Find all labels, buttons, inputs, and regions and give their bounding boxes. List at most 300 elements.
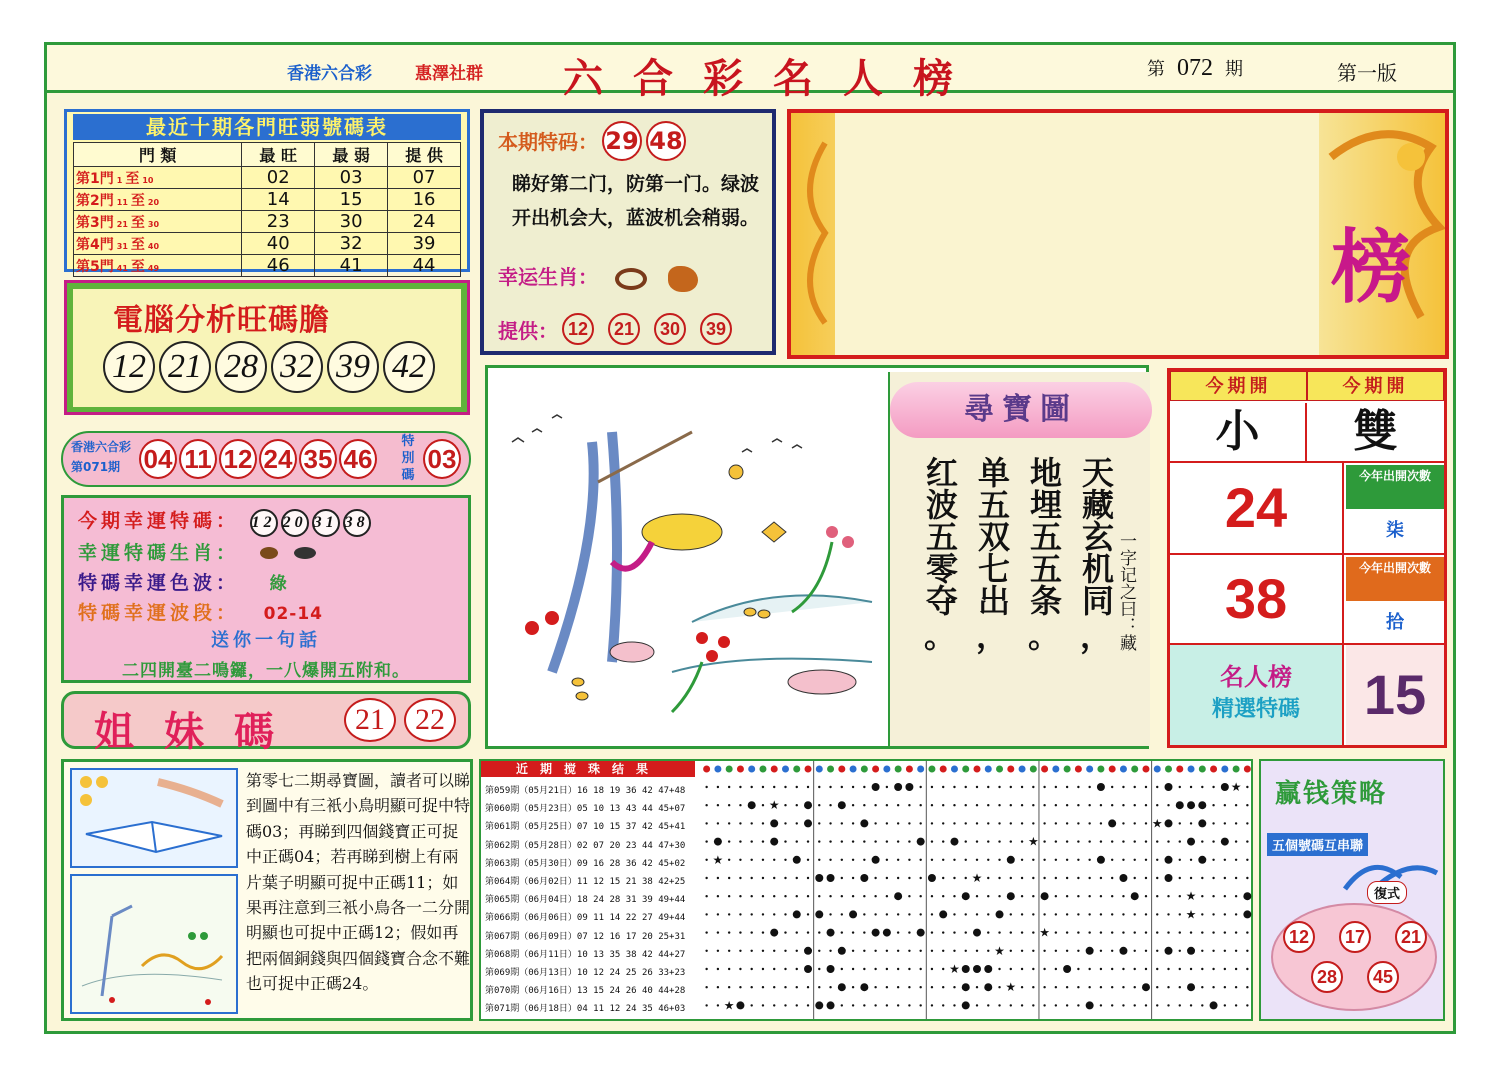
grid-dot: [863, 786, 865, 788]
grid-dot: [998, 895, 1000, 897]
drawn-number-dot: [939, 910, 947, 918]
number-color-dot: [906, 766, 913, 773]
grid-dot: [773, 950, 775, 952]
grid-dot: [1100, 822, 1102, 824]
grid-dot: [897, 859, 899, 861]
grid-dot: [1190, 931, 1192, 933]
page-frame: [44, 42, 1456, 1034]
grid-dot: [908, 895, 910, 897]
grid-dot: [717, 804, 719, 806]
drawn-number-dot: [894, 892, 902, 900]
draw-number: 24: [1170, 463, 1344, 553]
lucky-color-label: 特碼幸運色波：: [78, 572, 240, 594]
grid-dot: [841, 895, 843, 897]
grid-dot: [1145, 804, 1147, 806]
grid-dot: [908, 913, 910, 915]
results-panel: [1167, 368, 1447, 748]
grid-dot: [1066, 895, 1068, 897]
grid-dot: [1088, 786, 1090, 788]
number-color-dot: [872, 766, 879, 773]
drawn-number-dot: [1165, 856, 1173, 864]
min-cell: 41: [315, 255, 388, 277]
grid-dot: [987, 840, 989, 842]
gate-table-panel: [64, 109, 470, 276]
grid-dot: [931, 1004, 933, 1006]
grid-dot: [1145, 913, 1147, 915]
grid-dot: [1066, 786, 1068, 788]
grid-dot: [987, 1004, 989, 1006]
number-color-dot: [1120, 766, 1127, 773]
grid-dot: [1134, 822, 1136, 824]
grid-dot: [897, 931, 899, 933]
grid-dot: [874, 877, 876, 879]
number-color-dot: [1233, 766, 1240, 773]
grid-dot: [942, 895, 944, 897]
grid-dot: [773, 859, 775, 861]
grid-dot: [1179, 931, 1181, 933]
grid-dot: [1201, 1004, 1203, 1006]
drawn-number-dot: [804, 819, 812, 827]
offer-ball: 12: [562, 313, 594, 345]
grid-dot: [1235, 804, 1237, 806]
story-text: 第零七二期尋寶圖，讀者可以睇到圖中有三衹小鳥明顯可捉中特碼03；再睇到四個錢寶正可捉中正碼04；若再睇到樹上有兩片葉子明顯可捉中正碼11；如果再注意到三衹小鳥各一二分開明顯也可捉中正碼12；假如再把兩個銅錢與四個錢寶合念不難也可捉中正碼24。: [246, 771, 471, 994]
max-cell: 40: [242, 233, 315, 255]
grid-dot: [1179, 840, 1181, 842]
grid-dot: [1077, 968, 1079, 970]
grid-dot: [919, 804, 921, 806]
poem-line: 天藏玄机同: [1077, 456, 1115, 616]
grid-dot: [1111, 968, 1113, 970]
grid-dot: [1088, 913, 1090, 915]
grid-dot: [762, 804, 764, 806]
grid-dot: [965, 931, 967, 933]
grid-dot: [1167, 895, 1169, 897]
drawn-number-dot: [1041, 892, 1049, 900]
story-panel: [61, 759, 473, 1021]
grid-dot: [705, 859, 707, 861]
drawn-number-dot: [1187, 947, 1195, 955]
drawn-number-dot: [1119, 947, 1127, 955]
number-color-dot: [1052, 766, 1059, 773]
grid-dot: [919, 895, 921, 897]
grid-dot: [762, 986, 764, 988]
grid-dot: [796, 786, 798, 788]
grid-dot: [1156, 986, 1158, 988]
grid-dot: [1066, 913, 1068, 915]
grid-dot: [1088, 804, 1090, 806]
grid-dot: [784, 895, 786, 897]
grid-dot: [1134, 1004, 1136, 1006]
grid-dot: [739, 986, 741, 988]
grid-dot: [852, 950, 854, 952]
history-row: 第065期（06月04日）18 24 28 31 39 49+44: [485, 895, 686, 906]
offer-ball: 21: [608, 313, 640, 345]
grid-dot: [1190, 1004, 1192, 1006]
grid-dot: [773, 786, 775, 788]
grid-dot: [1122, 931, 1124, 933]
grid-dot: [739, 950, 741, 952]
grid-dot: [818, 895, 820, 897]
poem-column: [1024, 456, 1064, 656]
special-star-mark: ★: [1005, 980, 1017, 995]
grid-dot: [1190, 786, 1192, 788]
grid-dot: [807, 786, 809, 788]
grid-dot: [1235, 859, 1237, 861]
number-color-dot: [827, 766, 834, 773]
grid-dot: [784, 950, 786, 952]
grid-dot: [1167, 913, 1169, 915]
poem-punct: ，: [975, 617, 1008, 655]
grid-dot: [863, 1004, 865, 1006]
grid-dot: [874, 968, 876, 970]
compound-tag: 復式: [1367, 881, 1407, 904]
drawn-number-dot: [872, 783, 880, 791]
grid-dot: [931, 913, 933, 915]
grid-dot: [1055, 822, 1057, 824]
grid-dot: [728, 950, 730, 952]
grid-dot: [705, 786, 707, 788]
result-header: 今期開: [1170, 371, 1307, 401]
grid-dot: [784, 968, 786, 970]
grid-dot: [1111, 931, 1113, 933]
grid-dot: [1043, 986, 1045, 988]
grid-dot: [919, 786, 921, 788]
offer-cell: 39: [388, 233, 461, 255]
gate-cell: [74, 233, 242, 255]
grid-dot: [998, 840, 1000, 842]
lucky-zodiac-row: [498, 261, 698, 292]
grid-dot: [1055, 1004, 1057, 1006]
grid-dot: [1156, 1004, 1158, 1006]
gate-label: 第3門: [76, 214, 114, 231]
gate-to-label: 至: [130, 192, 145, 209]
grid-dot: [998, 968, 1000, 970]
grid-dot: [987, 822, 989, 824]
grid-dot: [908, 931, 910, 933]
grid-dot: [818, 822, 820, 824]
famous-special-number: 15: [1346, 645, 1444, 745]
special-result-ball: 03: [423, 439, 461, 479]
grid-dot: [1134, 950, 1136, 952]
table-row: [74, 211, 461, 233]
grid-dot: [1224, 895, 1226, 897]
gate-cell: [74, 255, 242, 277]
grid-dot: [829, 840, 831, 842]
grid-dot: [1066, 822, 1068, 824]
drawn-number-dot: [860, 983, 868, 991]
number-color-dot: [861, 766, 868, 773]
grid-dot: [1224, 877, 1226, 879]
grid-dot: [1134, 968, 1136, 970]
strategy-title: 赢钱策略: [1275, 779, 1388, 809]
grid-dot: [1066, 840, 1068, 842]
lucky-ball: 31: [312, 509, 340, 537]
grid-dot: [762, 822, 764, 824]
lucky-row-range: [78, 598, 323, 625]
strategy-ball-pool: [1271, 903, 1437, 1011]
computer-analysis-inner: [73, 289, 461, 407]
banner-character: 榜: [1331, 220, 1411, 314]
grid-dot: [1246, 968, 1248, 970]
grid-dot: [762, 1004, 764, 1006]
grid-dot: [1055, 786, 1057, 788]
draw-number: 38: [1170, 555, 1344, 643]
grid-dot: [886, 895, 888, 897]
grid-dot: [863, 968, 865, 970]
drawn-number-dot: [804, 965, 812, 973]
grid-dot: [1122, 1004, 1124, 1006]
grid-dot: [931, 950, 933, 952]
gift-label: 送你一句話: [211, 630, 321, 651]
grid-dot: [750, 840, 752, 842]
grid-dot: [1043, 840, 1045, 842]
special-ball: 29: [602, 121, 642, 161]
grid-dot: [1066, 931, 1068, 933]
grid-dot: [998, 822, 1000, 824]
grid-dot: [942, 840, 944, 842]
gate-to: 49: [147, 263, 160, 273]
sister-ball: 21: [344, 698, 396, 742]
grid-dot: [965, 950, 967, 952]
grid-dot: [818, 786, 820, 788]
grid-dot: [818, 968, 820, 970]
grid-dot: [1167, 840, 1169, 842]
grid-dot: [1179, 913, 1181, 915]
grid-dot: [1088, 931, 1090, 933]
grid-dot: [796, 986, 798, 988]
grid-dot: [807, 986, 809, 988]
grid-dot: [1134, 913, 1136, 915]
drawn-number-dot: [973, 929, 981, 937]
number-color-dot: [1019, 766, 1026, 773]
grid-dot: [931, 931, 933, 933]
grid-dot: [1167, 804, 1169, 806]
history-dot-grid: [701, 761, 1253, 1019]
grid-dot: [874, 840, 876, 842]
drawn-number-dot: [1007, 892, 1015, 900]
grid-dot: [739, 968, 741, 970]
grid-dot: [1077, 1004, 1079, 1006]
snake-icon: [615, 268, 647, 290]
grid-dot: [942, 1004, 944, 1006]
lucky-row-special: [78, 506, 374, 537]
col-header: 最 弱: [315, 143, 388, 167]
grid-dot: [1021, 986, 1023, 988]
grid-dot: [1010, 804, 1012, 806]
drawn-number-dot: [872, 856, 880, 864]
lucky-ball: 12: [250, 509, 278, 537]
grid-dot: [1111, 804, 1113, 806]
result-ball: 24: [259, 439, 297, 479]
number-color-dot: [1165, 766, 1172, 773]
grid-dot: [1122, 859, 1124, 861]
history-row: 第069期（06月13日）10 12 24 25 26 33+23: [485, 968, 686, 978]
drawn-number-dot: [905, 783, 913, 791]
gate-label: 第5門: [76, 258, 114, 275]
grid-dot: [1010, 913, 1012, 915]
computer-balls: [103, 341, 435, 393]
grid-dot: [818, 986, 820, 988]
gate-from: 11: [116, 197, 128, 207]
grid-dot: [1100, 913, 1102, 915]
drawn-number-dot: [748, 801, 756, 809]
grid-dot: [852, 968, 854, 970]
number-color-dot: [1176, 766, 1183, 773]
grid-dot: [1134, 931, 1136, 933]
drawn-number-dot: [1165, 819, 1173, 827]
grid-dot: [976, 950, 978, 952]
drawn-number-dot: [804, 947, 812, 955]
grid-dot: [750, 895, 752, 897]
grid-dot: [1032, 822, 1034, 824]
number-color-dot: [962, 766, 969, 773]
number-color-dot: [1154, 766, 1161, 773]
grid-dot: [1134, 877, 1136, 879]
drawn-number-dot: [883, 929, 891, 937]
grid-dot: [1077, 895, 1079, 897]
grid-dot: [1010, 877, 1012, 879]
number-color-dot: [1007, 766, 1014, 773]
grid-dot: [1066, 950, 1068, 952]
grid-dot: [998, 931, 1000, 933]
grid-dot: [1145, 950, 1147, 952]
grid-dot: [750, 1004, 752, 1006]
grid-dot: [1212, 913, 1214, 915]
grid-dot: [1156, 877, 1158, 879]
grid-dot: [1145, 840, 1147, 842]
special-star-mark: ★: [949, 962, 960, 976]
grid-dot: [886, 840, 888, 842]
grid-dot: [1043, 822, 1045, 824]
grid-dot: [987, 913, 989, 915]
grid-dot: [1246, 822, 1248, 824]
grid-dot: [750, 822, 752, 824]
drawn-number-dot: [917, 838, 925, 846]
gate-to-label: 至: [130, 214, 145, 231]
grid-dot: [750, 859, 752, 861]
grid-dot: [953, 1004, 955, 1006]
grid-dot: [1088, 986, 1090, 988]
sister-code-title: 姐妹碼: [94, 708, 304, 755]
grid-dot: [1224, 986, 1226, 988]
grid-dot: [1212, 859, 1214, 861]
grid-dot: [1190, 859, 1192, 861]
grid-dot: [874, 913, 876, 915]
grid-dot: [852, 1004, 854, 1006]
grid-dot: [1088, 968, 1090, 970]
grid-dot: [1167, 1004, 1169, 1006]
min-cell: 32: [315, 233, 388, 255]
grid-dot: [750, 931, 752, 933]
banner-blank-area: [835, 113, 1319, 355]
grid-dot: [1043, 859, 1045, 861]
grid-dot: [1088, 895, 1090, 897]
grid-dot: [728, 931, 730, 933]
grid-dot: [829, 859, 831, 861]
grid-dot: [1021, 913, 1023, 915]
drawn-number-dot: [1097, 783, 1105, 791]
number-color-dot: [996, 766, 1003, 773]
offer-ball: 30: [654, 313, 686, 345]
grid-dot: [1190, 822, 1192, 824]
sister-ball: 22: [404, 698, 456, 742]
grid-dot: [1145, 877, 1147, 879]
grid-dot: [1021, 968, 1023, 970]
grid-dot: [1021, 840, 1023, 842]
strategy-ball: 12: [1283, 921, 1315, 953]
lucky-color-value: 綠: [269, 574, 291, 594]
ornament-icon: [795, 133, 835, 333]
grid-dot: [1224, 950, 1226, 952]
gate-to-label: 至: [130, 236, 145, 253]
grid-dot: [1122, 840, 1124, 842]
grid-dot: [1088, 859, 1090, 861]
gate-to: 20: [147, 197, 160, 207]
grid-dot: [1043, 804, 1045, 806]
drawn-number-dot: [1176, 801, 1184, 809]
grid-dot: [897, 877, 899, 879]
grid-dot: [953, 822, 955, 824]
grid-dot: [705, 950, 707, 952]
grid-dot: [717, 986, 719, 988]
drawn-number-dot: [1198, 801, 1206, 809]
number-color-dot: [1030, 766, 1037, 773]
grid-dot: [829, 895, 831, 897]
drawn-number-dot: [1007, 856, 1015, 864]
grid-dot: [1145, 931, 1147, 933]
offer-cell: 44: [388, 255, 461, 277]
grid-dot: [807, 840, 809, 842]
grid-dot: [886, 859, 888, 861]
grid-dot: [1111, 859, 1113, 861]
special-code-row: [498, 121, 686, 161]
drawn-number-dot: [1108, 819, 1116, 827]
drawn-number-dot: [962, 983, 970, 991]
drawn-number-dot: [973, 965, 981, 973]
grid-dot: [1055, 859, 1057, 861]
grid-dot: [1021, 786, 1023, 788]
drawn-number-dot: [827, 1001, 835, 1009]
grid-dot: [1032, 895, 1034, 897]
grid-dot: [1212, 950, 1214, 952]
grid-dot: [1100, 877, 1102, 879]
poem-line: 地埋五五条: [1025, 456, 1063, 616]
grid-dot: [1043, 1004, 1045, 1006]
result-ball: 35: [299, 439, 337, 479]
grid-dot: [784, 931, 786, 933]
grid-dot: [863, 950, 865, 952]
grid-dot: [784, 877, 786, 879]
grid-dot: [1077, 877, 1079, 879]
grid-dot: [1043, 877, 1045, 879]
grid-dot: [1246, 840, 1248, 842]
grid-dot: [796, 968, 798, 970]
brand-hk: 香港六合彩: [287, 64, 372, 84]
grid-dot: [953, 859, 955, 861]
grid-dot: [750, 986, 752, 988]
grid-dot: [852, 895, 854, 897]
grid-dot: [886, 986, 888, 988]
gate-cell: [74, 189, 242, 211]
grid-dot: [739, 931, 741, 933]
grid-dot: [931, 786, 933, 788]
grid-dot: [908, 859, 910, 861]
poem-column: [972, 456, 1012, 656]
grid-dot: [1032, 913, 1034, 915]
grid-dot: [762, 840, 764, 842]
famous-list-subtitle: 精選特碼: [1211, 697, 1300, 722]
grid-dot: [1167, 931, 1169, 933]
